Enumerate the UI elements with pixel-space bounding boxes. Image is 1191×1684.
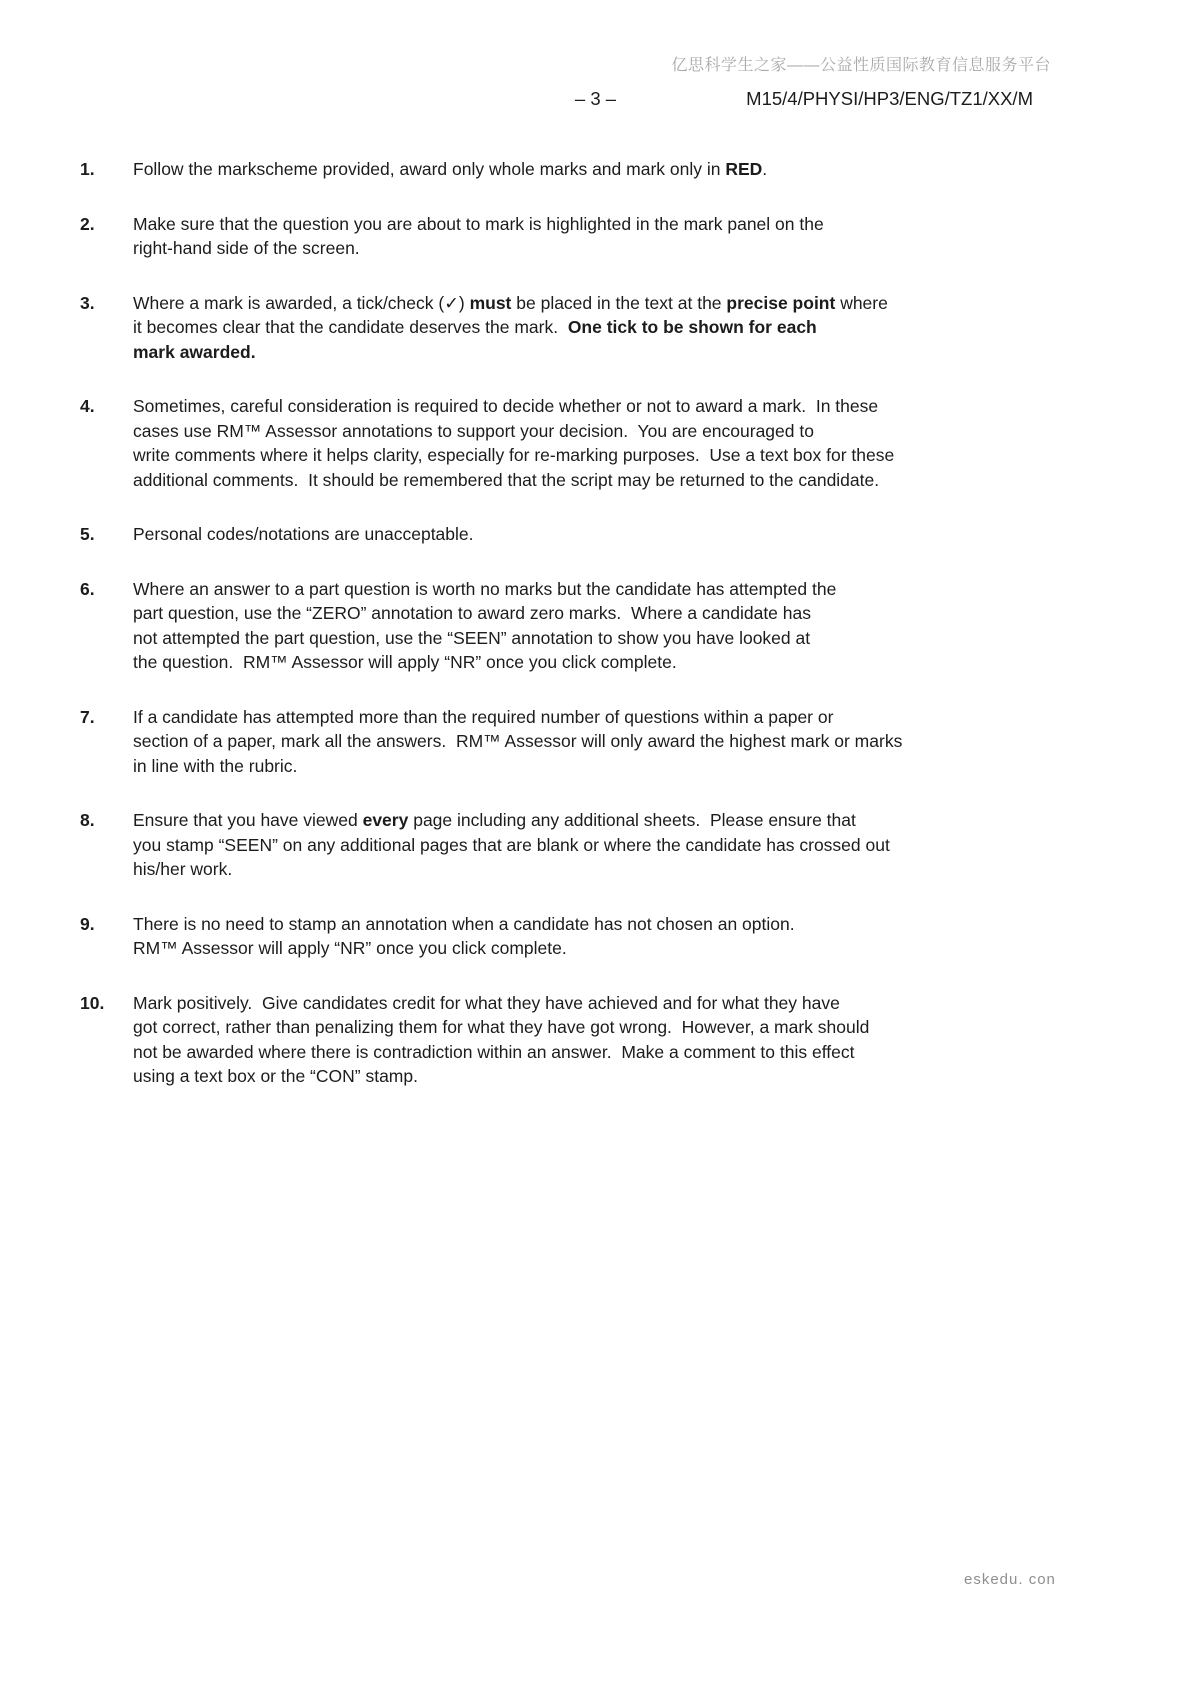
instruction-list bbox=[80, 157, 1070, 1119]
instruction-item bbox=[80, 577, 1070, 675]
instruction-text bbox=[133, 394, 894, 492]
instruction-number: 6. bbox=[80, 578, 95, 599]
instruction-text-line: cases use RM™ Assessor annotations to support your decision. You are encouraged to bbox=[133, 420, 814, 441]
instruction-item bbox=[80, 394, 1070, 492]
instruction-text-line: you stamp “SEEN” on any additional pages that are blank or where the candidate has crossed out bbox=[133, 834, 890, 855]
instruction-text-line: RM™ Assessor will apply “NR” once you click complete. bbox=[133, 938, 567, 958]
instruction-item bbox=[80, 291, 1070, 365]
instruction-text-line: Ensure that you have viewed every page including any additional sheets. Please ensure that bbox=[133, 810, 856, 830]
instruction-text bbox=[133, 212, 824, 261]
instruction-text-line: got correct, rather than penalizing them for what they have got wrong. However, a mark should bbox=[133, 1017, 870, 1037]
instruction-number: 10. bbox=[80, 992, 105, 1013]
instruction-text-line: mark awarded. bbox=[133, 341, 256, 362]
paper-code: M15/4/PHYSI/HP3/ENG/TZ1/XX/M bbox=[746, 88, 1033, 109]
instruction-number: 8. bbox=[80, 810, 95, 830]
instruction-text-line: Where an answer to a part question is worth no marks but the candidate has attempted the bbox=[133, 578, 837, 599]
instruction-text-line: the question. RM™ Assessor will apply “NR” once you click complete. bbox=[133, 652, 677, 672]
instruction-text-line: There is no need to stamp an annotation when a candidate has not chosen an option. bbox=[133, 913, 795, 934]
instruction-text bbox=[133, 991, 869, 1089]
instruction-item bbox=[80, 212, 1070, 261]
instruction-text bbox=[133, 705, 902, 779]
instruction-text bbox=[133, 912, 795, 961]
instruction-number: 9. bbox=[80, 913, 95, 934]
instruction-text bbox=[133, 522, 474, 547]
instruction-text-line: his/her work. bbox=[133, 859, 233, 879]
instruction-item bbox=[80, 991, 1070, 1089]
instruction-number: 1. bbox=[80, 159, 95, 179]
instruction-item bbox=[80, 705, 1070, 779]
instruction-text-line: Personal codes/notations are unacceptable. bbox=[133, 524, 474, 544]
instruction-text-line: Make sure that the question you are about to mark is highlighted in the mark panel on the bbox=[133, 213, 824, 234]
instruction-item bbox=[80, 522, 1070, 547]
instruction-text-line: Where a mark is awarded, a tick/check (✓) must be placed in the text at the precise point where bbox=[133, 292, 888, 313]
instruction-text-line: Follow the markscheme provided, award only whole marks and mark only in RED. bbox=[133, 159, 768, 179]
instruction-text-line: section of a paper, mark all the answers. RM™ Assessor will only award the highest mark or marks bbox=[133, 731, 903, 751]
instruction-text-line: Mark positively. Give candidates credit for what they have achieved and for what they have bbox=[133, 992, 840, 1013]
instruction-item bbox=[80, 157, 1070, 182]
page-number: – 3 – bbox=[574, 88, 617, 109]
instruction-text-line: using a text box or the “CON” stamp. bbox=[133, 1066, 418, 1086]
instruction-number: 3. bbox=[80, 292, 95, 313]
instruction-text-line: it becomes clear that the candidate deserves the mark. One tick to be shown for each bbox=[133, 317, 817, 337]
instruction-text-line: additional comments. It should be remembered that the script may be returned to the candidate. bbox=[133, 469, 880, 490]
instruction-text-line: right-hand side of the screen. bbox=[133, 238, 360, 258]
instruction-text bbox=[133, 291, 888, 365]
instruction-text-line: part question, use the “ZERO” annotation to award zero marks. Where a candidate has bbox=[133, 603, 811, 623]
watermark-header-text: 亿思科学生之家——公益性质国际教育信息服务平台 bbox=[671, 57, 1051, 74]
instruction-text-line: not be awarded where there is contradiction within an answer. Make a comment to this effect bbox=[133, 1041, 855, 1062]
instruction-item bbox=[80, 912, 1070, 961]
instruction-number: 5. bbox=[80, 524, 95, 544]
instruction-text-line: If a candidate has attempted more than the required number of questions within a paper or bbox=[133, 706, 834, 727]
instruction-text-line: Sometimes, careful consideration is required to decide whether or not to award a mark. In these bbox=[133, 396, 879, 416]
instruction-text bbox=[133, 577, 836, 675]
watermark-footer-text: eskedu. con bbox=[964, 1571, 1056, 1588]
instruction-text-line: not attempted the part question, use the “SEEN” annotation to show you have looked at bbox=[133, 627, 811, 648]
instruction-number: 4. bbox=[80, 396, 95, 416]
instruction-text bbox=[133, 157, 767, 182]
instruction-text-line: write comments where it helps clarity, especially for re-marking purposes. Use a text box for these bbox=[133, 445, 895, 465]
instruction-item bbox=[80, 808, 1070, 882]
instruction-number: 7. bbox=[80, 706, 95, 727]
instruction-text bbox=[133, 808, 890, 882]
instruction-number: 2. bbox=[80, 213, 95, 234]
instruction-text-line: in line with the rubric. bbox=[133, 755, 298, 776]
